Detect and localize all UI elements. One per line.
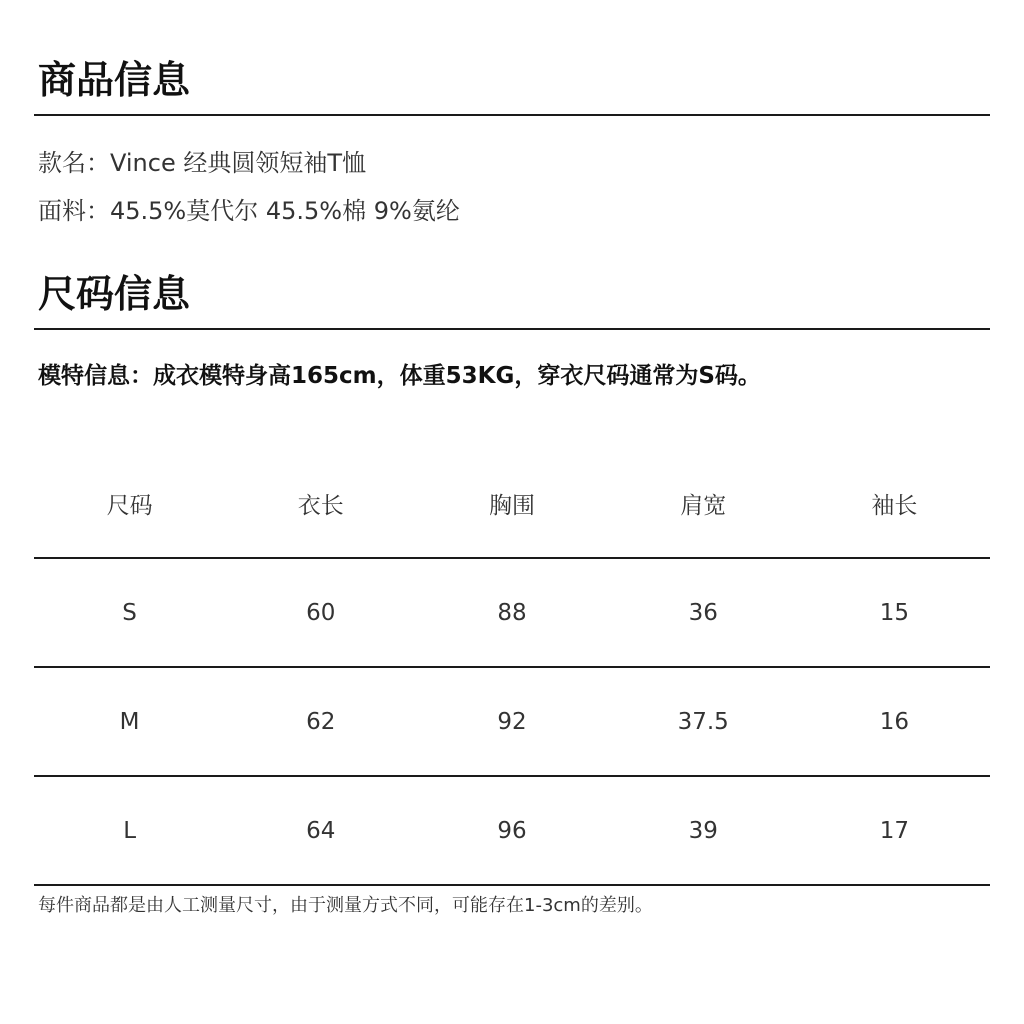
cell-sleeve: 17 (879, 817, 910, 844)
header-cell-size: 尺码 (106, 493, 153, 519)
header-cell-shoulder: 肩宽 (680, 493, 727, 519)
cell-shoulder: 37.5 (677, 708, 729, 735)
size-row-m (34, 668, 990, 777)
size-info-title: 尺码信息 (38, 272, 191, 316)
cell-chest: 92 (497, 708, 527, 735)
cell-size: M (119, 708, 140, 735)
measurement-footnote: 每件商品都是由人工测量尺寸，由于测量方式不同，可能存在1-3cm的差别。 (38, 895, 653, 916)
cell-chest: 96 (497, 817, 527, 844)
cell-shoulder: 36 (688, 599, 718, 626)
cell-shoulder: 39 (688, 817, 718, 844)
cell-chest: 88 (497, 599, 527, 626)
header-cell-length: 衣长 (297, 493, 344, 519)
size-table-header-row (34, 450, 990, 559)
header-cell-sleeve: 袖长 (871, 493, 918, 519)
size-info-divider (34, 328, 990, 330)
cell-length: 62 (306, 708, 336, 735)
cell-size: S (122, 599, 137, 626)
product-info-divider (34, 114, 990, 116)
fabric-line: 面料：45.5%莫代尔 45.5%棉 9%氨纶 (38, 197, 460, 225)
style-name-line: 款名：Vince 经典圆领短袖T恤 (38, 149, 367, 177)
product-info-title: 商品信息 (38, 58, 191, 102)
cell-length: 60 (306, 599, 336, 626)
header-cell-chest: 胸围 (489, 493, 535, 519)
model-info-line: 模特信息：成衣模特身高165cm，体重53KG，穿衣尺码通常为S码。 (38, 363, 761, 389)
cell-sleeve: 15 (879, 599, 910, 626)
size-row-s (34, 559, 990, 668)
cell-length: 64 (306, 817, 336, 844)
cell-sleeve: 16 (879, 708, 910, 735)
size-table (34, 450, 990, 886)
size-row-l (34, 777, 990, 886)
cell-size: L (123, 817, 137, 844)
